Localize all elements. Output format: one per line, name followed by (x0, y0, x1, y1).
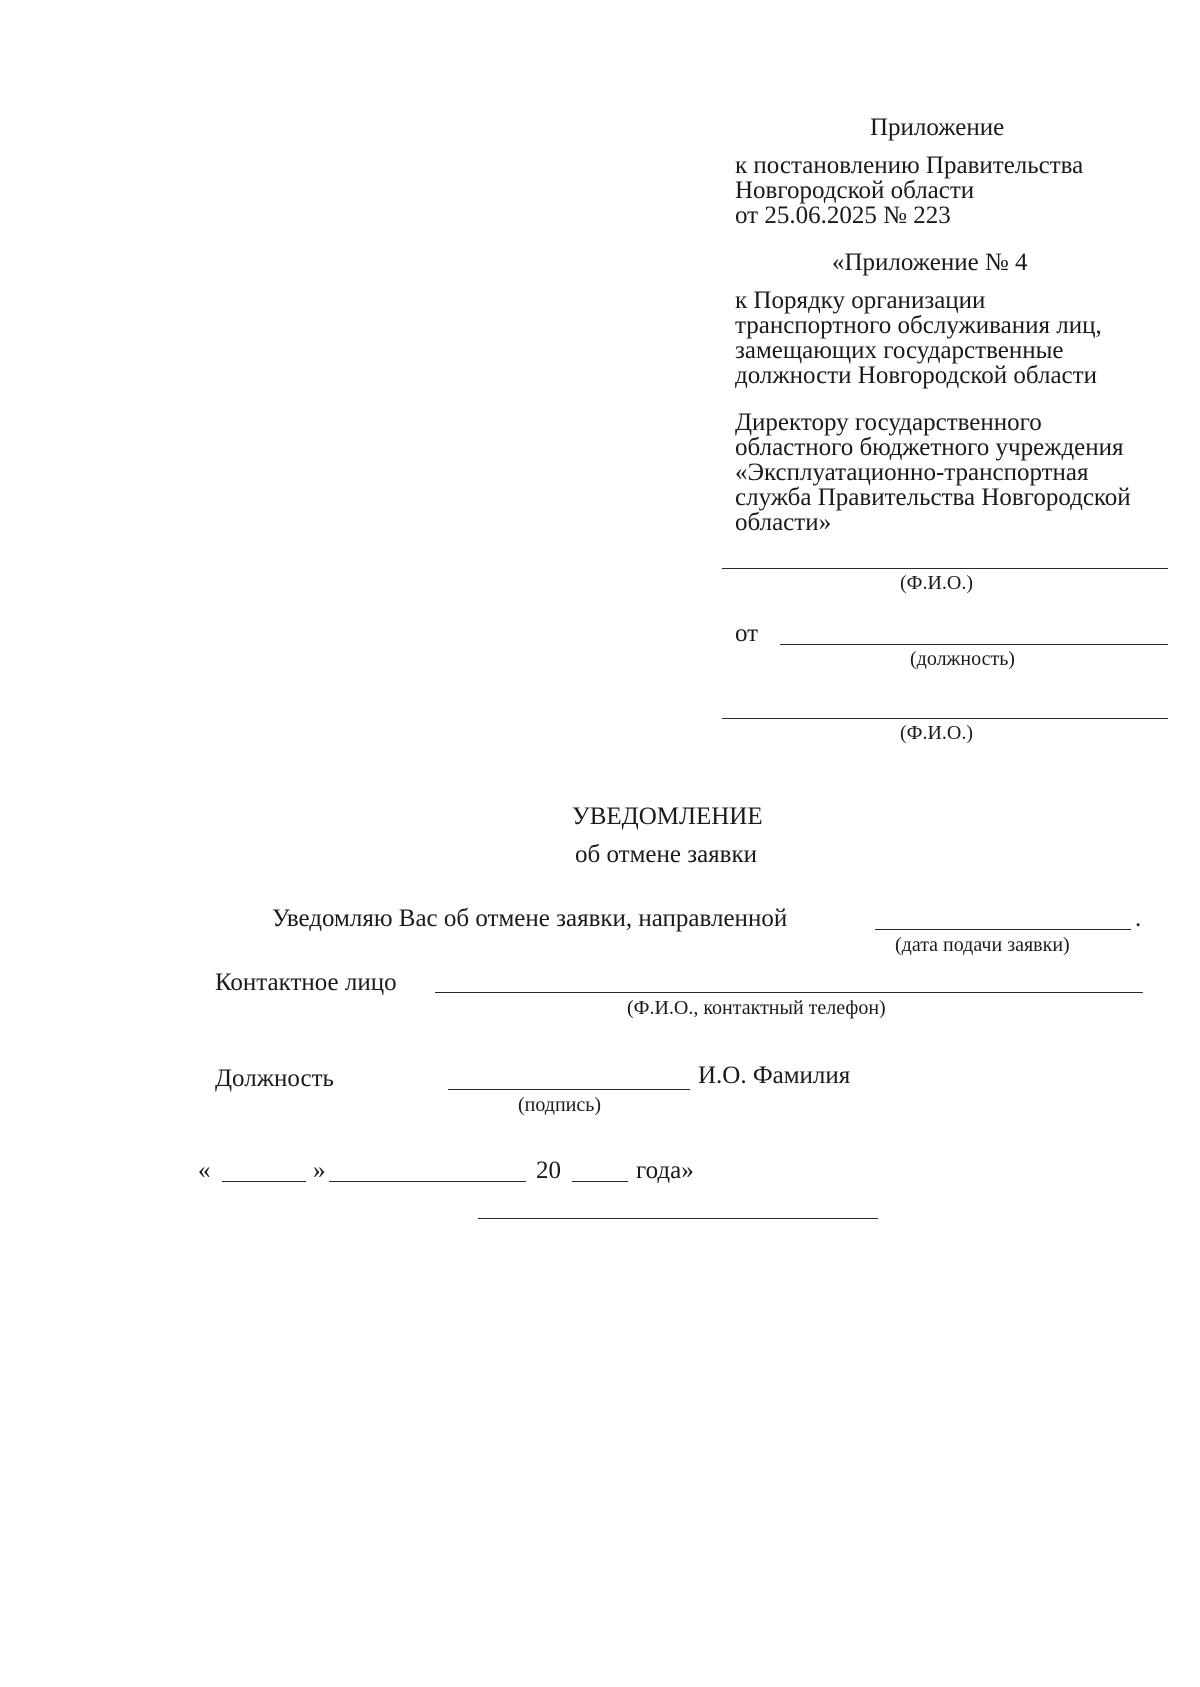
addressee-line: служба Правительства Новгородской (735, 484, 1131, 511)
appendix-reference (735, 153, 1083, 228)
recipient-fio-line[interactable] (722, 568, 1168, 569)
date-year-prefix: 20 (536, 1157, 561, 1184)
date-year-line[interactable] (572, 1181, 628, 1182)
contact-caption: (Ф.И.О., контактный телефон) (627, 997, 886, 1019)
appendix-line: Новгородской области (735, 177, 975, 204)
sender-fio-line[interactable] (722, 718, 1168, 719)
appendix4-line: транспортного обслуживания лиц, (735, 312, 1102, 339)
addressee-line: Директору государственного (735, 409, 1042, 436)
signer-name: И.О. Фамилия (698, 1062, 851, 1089)
contact-line[interactable] (435, 992, 1143, 993)
notice-title: УВЕДОМЛЕНИЕ (572, 803, 763, 830)
sender-position-line[interactable] (780, 644, 1168, 645)
addressee-block (735, 410, 1131, 535)
contact-label: Контактное лицо (215, 969, 397, 996)
appendix4-line: к Порядку организации (735, 287, 986, 314)
application-date-line[interactable] (875, 929, 1131, 930)
addressee-line: области» (735, 509, 832, 536)
date-month-line[interactable] (329, 1181, 526, 1182)
date-day-line[interactable] (222, 1181, 306, 1182)
notice-body-end: . (1135, 905, 1142, 932)
appendix4-reference (735, 288, 1102, 388)
appendix4-line: должности Новгородской области (735, 362, 1097, 389)
date-close-quote: » (313, 1157, 326, 1184)
recipient-fio-caption: (Ф.И.О.) (900, 572, 974, 594)
appendix4-line: замещающих государственные (735, 337, 1064, 364)
appendix-line: от 25.06.2025 № 223 (735, 202, 951, 229)
closing-separator (478, 1218, 878, 1219)
addressee-line: «Эксплуатационно-транспортная (735, 459, 1089, 486)
from-label: от (735, 620, 759, 647)
notice-body-text: Уведомляю Вас об отмене заявки, направленной (272, 905, 788, 932)
appendix4-title: «Приложение № 4 (832, 249, 1028, 276)
sender-position-caption: (должность) (910, 648, 1015, 670)
sender-fio-caption: (Ф.И.О.) (900, 722, 974, 744)
date-year-suffix: года» (636, 1157, 694, 1184)
signature-line[interactable] (448, 1089, 690, 1090)
appendix-title: Приложение (870, 114, 1005, 141)
signature-caption: (подпись) (518, 1094, 602, 1116)
addressee-line: областного бюджетного учреждения (735, 434, 1124, 461)
position-label: Должность (215, 1065, 334, 1092)
date-open-quote: « (198, 1157, 211, 1184)
application-date-caption: (дата подачи заявки) (895, 934, 1070, 956)
appendix-line: к постановлению Правительства (735, 152, 1084, 179)
notice-subtitle: об отмене заявки (575, 841, 758, 868)
